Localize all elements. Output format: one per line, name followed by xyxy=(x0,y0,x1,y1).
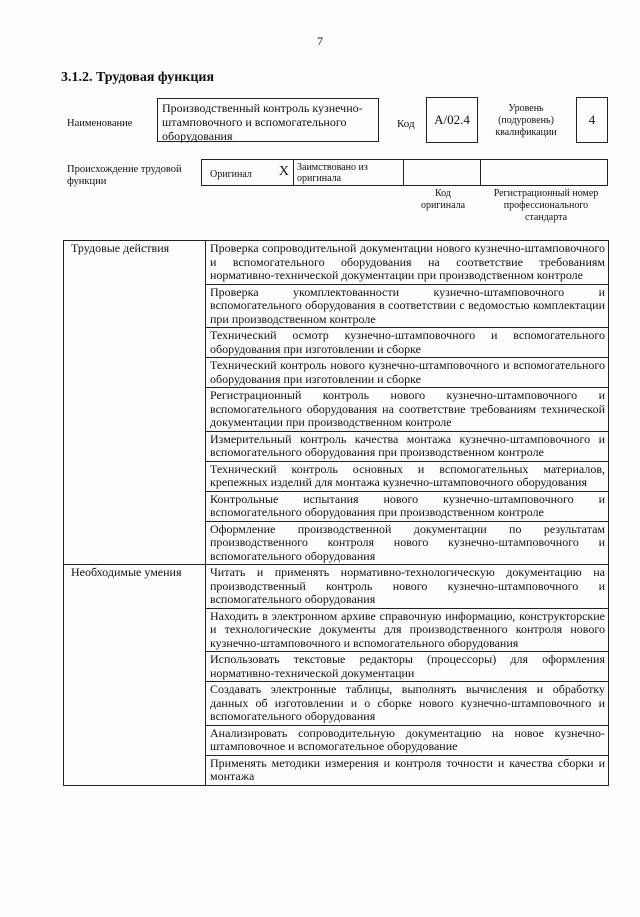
item-cell: Технический контроль основных и вспомогательных материалов, крепежных изделий для монтажа кузнечно-штамповочного оборудования xyxy=(206,461,609,491)
original-mark: X xyxy=(278,164,289,179)
section-title: 3.1.2. Трудовая функция xyxy=(61,70,215,85)
category-cell: Необходимые умения xyxy=(64,565,206,786)
original-label: Оригинал xyxy=(210,169,252,180)
item-cell: Проверка сопроводительной документации нового кузнечно-штамповочного и вспомогательного оборудования на соответствие требованиям нормативно-технической документации при производственном контроле xyxy=(206,241,609,285)
item-cell: Проверка укомплектованности кузнечно-штамповочного и вспомогательного оборудования в соответствии с ведомостью комплектации при производственном контроле xyxy=(206,284,609,328)
borrowed-cell xyxy=(294,160,404,185)
item-cell: Технический контроль нового кузнечно-штамповочного и вспомогательного оборудования при изготовлении и сборке xyxy=(206,358,609,388)
function-table xyxy=(63,240,609,786)
code-original-label: Код оригинала xyxy=(420,188,466,211)
reg-number-cell xyxy=(481,160,607,185)
item-cell: Регистрационный контроль нового кузнечно-штамповочного и вспомогательного оборудования на соответствие требованиям технической документации при производственном контроле xyxy=(206,388,609,432)
origin-label: Происхождение трудовой функции xyxy=(67,164,182,187)
item-cell: Анализировать сопроводительную документацию на новое кузнечно-штамповочное и вспомогательное оборудование xyxy=(206,725,609,755)
level-value: 4 xyxy=(576,97,608,143)
table-row xyxy=(64,565,609,609)
borrowed-label: Заимствовано из оригинала xyxy=(297,162,368,184)
code-value: A/02.4 xyxy=(426,97,478,143)
item-cell: Оформление производственной документации по результатам производственного контроля нового кузнечно-штамповочного и вспомогательного оборудования xyxy=(206,521,609,565)
page-number: 7 xyxy=(317,34,323,48)
item-cell: Технический осмотр кузнечно-штамповочного и вспомогательного оборудования при изготовлении и сборке xyxy=(206,328,609,358)
item-cell: Измерительный контроль качества монтажа кузнечно-штамповочного и вспомогательного оборудования при производственном контроле xyxy=(206,431,609,461)
table-row xyxy=(64,241,609,285)
item-cell: Применять методики измерения и контроля точности и качества сборки и монтажа xyxy=(206,755,609,785)
item-cell: Читать и применять нормативно-технологическую документацию на производственный контроль нового кузнечно-штамповочного и вспомогательного оборудования xyxy=(206,565,609,609)
category-cell: Трудовые действия xyxy=(64,241,206,565)
name-label: Наименование xyxy=(67,118,133,129)
original-cell xyxy=(202,160,294,185)
reg-number-label: Регистрационный номер профессионального стандарта xyxy=(493,188,599,223)
item-cell: Использовать текстовые редакторы (процессоры) для оформления нормативно-технической документации xyxy=(206,652,609,682)
origin-table xyxy=(201,159,608,186)
code-original-cell xyxy=(404,160,481,185)
name-value: Производственный контроль кузнечно-штамповочного и вспомогательного оборудования xyxy=(157,98,379,142)
item-cell: Контрольные испытания нового кузнечно-штамповочного и вспомогательного оборудования при производственном контроле xyxy=(206,491,609,521)
item-cell: Создавать электронные таблицы, выполнять вычисления и обработку данных об изготовлении и о сборке нового кузнечно-штамповочного и вспомогательного оборудования xyxy=(206,682,609,726)
level-label: Уровень (подуровень) квалификации xyxy=(495,103,557,138)
item-cell: Находить в электронном архиве справочную информацию, конструкторские и технологические документы для производственного контроля нового кузнечно-штамповочного и вспомогательного оборудования xyxy=(206,608,609,652)
code-label: Код xyxy=(397,118,415,130)
